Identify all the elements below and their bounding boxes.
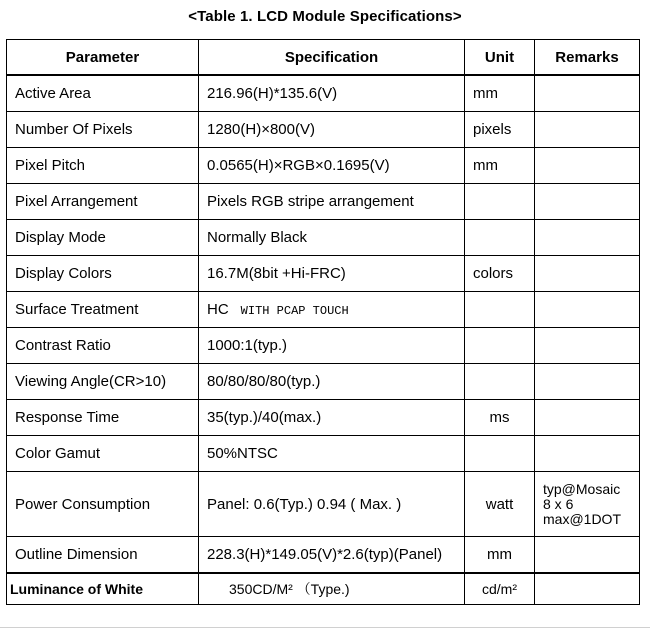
header-row xyxy=(7,40,640,76)
table-row xyxy=(7,292,640,328)
unit-cell: mm xyxy=(465,537,535,574)
unit-cell: watt xyxy=(465,472,535,537)
table-row xyxy=(7,400,640,436)
param-cell: Viewing Angle(CR>10) xyxy=(7,364,199,400)
table-caption: <Table 1. LCD Module Specifications> xyxy=(188,8,462,25)
table-row xyxy=(7,328,640,364)
param-cell: Pixel Arrangement xyxy=(7,184,199,220)
param-cell: Power Consumption xyxy=(7,472,199,537)
unit-cell: mm xyxy=(465,75,535,112)
param-cell: Color Gamut xyxy=(7,436,199,472)
unit-cell: colors xyxy=(465,256,535,292)
spec-cell: 216.96(H)*135.6(V) xyxy=(199,75,465,112)
table-row xyxy=(7,220,640,256)
header-unit: Unit xyxy=(465,40,535,76)
remarks-cell xyxy=(535,112,640,148)
spec-cell: 1280(H)×800(V) xyxy=(199,112,465,148)
unit-cell xyxy=(465,364,535,400)
page-divider xyxy=(0,627,650,628)
remarks-text: typ@Mosaic 8 x 6 max@1DOT xyxy=(543,480,621,527)
table-row xyxy=(7,112,640,148)
spec-value: HC xyxy=(207,301,229,318)
param-cell: Contrast Ratio xyxy=(7,328,199,364)
spec-note: WITH PCAP TOUCH xyxy=(240,304,349,318)
remarks-cell xyxy=(535,400,640,436)
remarks-cell xyxy=(535,328,640,364)
param-cell: Active Area xyxy=(7,75,199,112)
spec-cell: 80/80/80/80(typ.) xyxy=(199,364,465,400)
remarks-cell xyxy=(535,75,640,112)
unit-cell: pixels xyxy=(465,112,535,148)
table-row xyxy=(7,184,640,220)
unit-cell xyxy=(465,220,535,256)
param-cell: Display Mode xyxy=(7,220,199,256)
table-row xyxy=(7,472,640,537)
remarks-cell xyxy=(535,436,640,472)
table-row xyxy=(7,573,640,605)
param-cell: Surface Treatment xyxy=(7,292,199,328)
unit-cell xyxy=(465,328,535,364)
spec-cell: Pixels RGB stripe arrangement xyxy=(199,184,465,220)
unit-cell: ms xyxy=(465,400,535,436)
spec-cell: 350CD/M² （Type.) xyxy=(199,573,465,605)
remarks-cell xyxy=(535,573,640,605)
remarks-cell xyxy=(535,292,640,328)
unit-cell xyxy=(465,184,535,220)
unit-cell xyxy=(465,292,535,328)
param-cell: Response Time xyxy=(7,400,199,436)
remarks-cell xyxy=(535,184,640,220)
unit-cell: mm xyxy=(465,148,535,184)
header-specification: Specification xyxy=(199,40,465,76)
remarks-cell xyxy=(535,148,640,184)
spec-cell: Normally Black xyxy=(199,220,465,256)
header-remarks: Remarks xyxy=(535,40,640,76)
spec-cell: 228.3(H)*149.05(V)*2.6(typ)(Panel) xyxy=(199,537,465,574)
remarks-cell xyxy=(535,256,640,292)
table-row xyxy=(7,364,640,400)
remarks-cell xyxy=(535,364,640,400)
unit-cell xyxy=(465,436,535,472)
spec-cell: 1000:1(typ.) xyxy=(199,328,465,364)
unit-cell: cd/m² xyxy=(465,573,535,605)
param-cell: Pixel Pitch xyxy=(7,148,199,184)
table-row xyxy=(7,148,640,184)
remarks-cell xyxy=(535,537,640,574)
param-cell: Number Of Pixels xyxy=(7,112,199,148)
table-row xyxy=(7,256,640,292)
param-cell: Outline Dimension xyxy=(7,537,199,574)
param-cell: Luminance of White xyxy=(7,573,199,605)
spec-cell: Panel: 0.6(Typ.) 0.94 ( Max. ) xyxy=(199,472,465,537)
header-parameter: Parameter xyxy=(7,40,199,76)
table-row xyxy=(7,75,640,112)
spec-cell: 50%NTSC xyxy=(199,436,465,472)
spec-cell xyxy=(199,292,465,328)
remarks-cell xyxy=(535,472,640,537)
param-cell: Display Colors xyxy=(7,256,199,292)
remarks-cell xyxy=(535,220,640,256)
spec-cell: 16.7M(8bit +Hi-FRC) xyxy=(199,256,465,292)
table-row xyxy=(7,537,640,574)
specifications-table xyxy=(6,39,640,605)
spec-cell: 0.0565(H)×RGB×0.1695(V) xyxy=(199,148,465,184)
spec-cell: 35(typ.)/40(max.) xyxy=(199,400,465,436)
table-row xyxy=(7,436,640,472)
